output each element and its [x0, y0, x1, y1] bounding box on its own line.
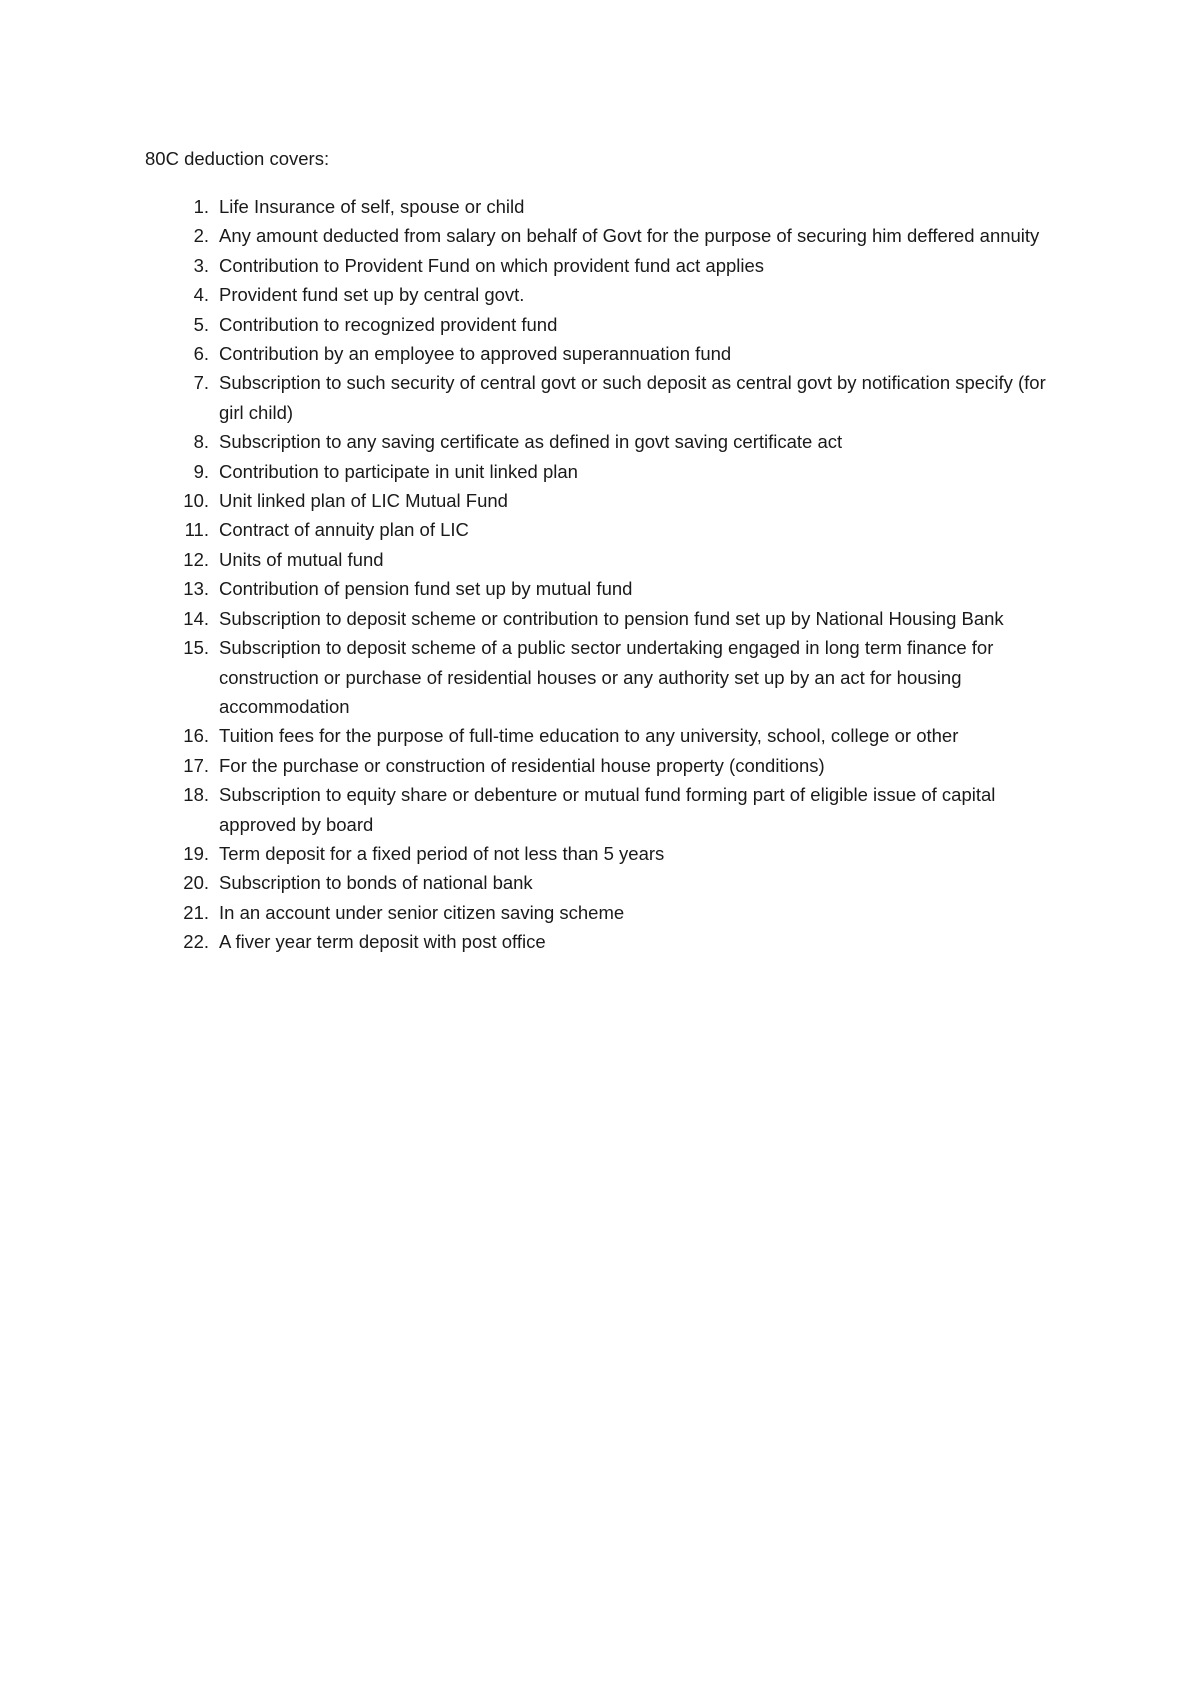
- list-item: [145, 927, 1065, 956]
- list-item-text: Contribution of pension fund set up by mutual fund: [219, 578, 633, 600]
- list-item-text: Any amount deducted from salary on behalf of Govt for the purpose of securing him deffered annuity: [219, 225, 1040, 247]
- list-item: [145, 310, 1065, 339]
- list-item-number: 1.: [193, 196, 209, 217]
- list-item-number: 16.: [183, 725, 209, 747]
- list-item-number: 22.: [183, 931, 209, 953]
- list-item-number: 10.: [183, 490, 209, 512]
- list-item-text: For the purchase or construction of residential house property (conditions): [219, 754, 825, 776]
- list-item-text: Units of mutual fund: [219, 548, 384, 570]
- list-item-text: Contribution to Provident Fund on which provident fund act applies: [219, 254, 765, 276]
- list-item-text: A fiver year term deposit with post office: [219, 931, 546, 953]
- list-item: [145, 751, 1065, 780]
- list-item-text: Contribution by an employee to approved superannuation fund: [219, 343, 732, 365]
- list-item: [145, 457, 1065, 486]
- list-item-text: Tuition fees for the purpose of full-time education to any university, school, college or other: [219, 725, 959, 747]
- list-item-text: Term deposit for a fixed period of not less than 5 years: [219, 842, 665, 864]
- document-heading: 80C deduction covers:: [145, 148, 330, 169]
- list-item-number: 8.: [193, 431, 209, 453]
- list-item: [145, 515, 1065, 544]
- list-item-number: 3.: [193, 254, 209, 276]
- list-item: [145, 251, 1065, 280]
- list-item-text: Subscription to deposit scheme or contribution to pension fund set up by National Housing Bank: [219, 607, 1004, 629]
- list-item: [145, 339, 1065, 368]
- list-item-number: 14.: [183, 607, 209, 629]
- list-item: [145, 898, 1065, 927]
- list-item-text: Subscription to bonds of national bank: [219, 872, 533, 894]
- list-item-number: 11.: [184, 519, 209, 541]
- list-item-number: 18.: [183, 784, 209, 806]
- list-item-number: 17.: [183, 754, 209, 776]
- list-item: [145, 545, 1065, 574]
- list-item: [145, 721, 1065, 750]
- list-item-text: Subscription to such security of central govt or such deposit as central govt by notification specify (for girl child): [219, 372, 1046, 423]
- list-item: [145, 839, 1065, 868]
- list-item-number: 9.: [193, 460, 209, 482]
- list-item-text: Contract of annuity plan of LIC: [219, 519, 469, 541]
- list-item-number: 7.: [193, 372, 209, 394]
- list-item-number: 12.: [183, 548, 209, 570]
- list-item: [145, 192, 1065, 221]
- list-item: [145, 427, 1065, 456]
- list-item-text: Contribution to recognized provident fund: [219, 313, 558, 335]
- list-item: [145, 221, 1065, 250]
- list-item-number: 21.: [183, 901, 209, 923]
- list-item-text: Subscription to equity share or debenture or mutual fund forming part of eligible issue of capital approved by board: [219, 784, 996, 835]
- list-item-number: 20.: [183, 872, 209, 894]
- list-item-text: Unit linked plan of LIC Mutual Fund: [219, 490, 508, 512]
- deduction-list: [145, 192, 1065, 957]
- list-item-number: 15.: [183, 637, 209, 659]
- list-item-number: 13.: [183, 578, 209, 600]
- list-item: [145, 604, 1065, 633]
- list-item-number: 4.: [193, 284, 209, 306]
- list-item-text: Subscription to deposit scheme of a public sector undertaking engaged in long term finance for construction or purchase of residential houses or any authority set up by an act for housing accommodation: [219, 637, 994, 717]
- list-item-text: Provident fund set up by central govt.: [219, 284, 525, 306]
- list-item-text: In an account under senior citizen saving scheme: [219, 901, 625, 923]
- list-item-number: 6.: [193, 343, 209, 365]
- list-item-text: Subscription to any saving certificate as defined in govt saving certificate act: [219, 431, 843, 453]
- list-item: [145, 486, 1065, 515]
- list-item: [145, 633, 1065, 721]
- list-item-text: Contribution to participate in unit linked plan: [219, 460, 578, 482]
- list-item: [145, 280, 1065, 309]
- list-item-number: 19.: [183, 842, 209, 864]
- list-item: [145, 368, 1065, 427]
- list-item: [145, 780, 1065, 839]
- list-item: [145, 868, 1065, 897]
- list-item-number: 5.: [193, 313, 209, 335]
- list-item: [145, 574, 1065, 603]
- list-item-text: Life Insurance of self, spouse or child: [219, 196, 525, 217]
- list-item-number: 2.: [193, 225, 209, 247]
